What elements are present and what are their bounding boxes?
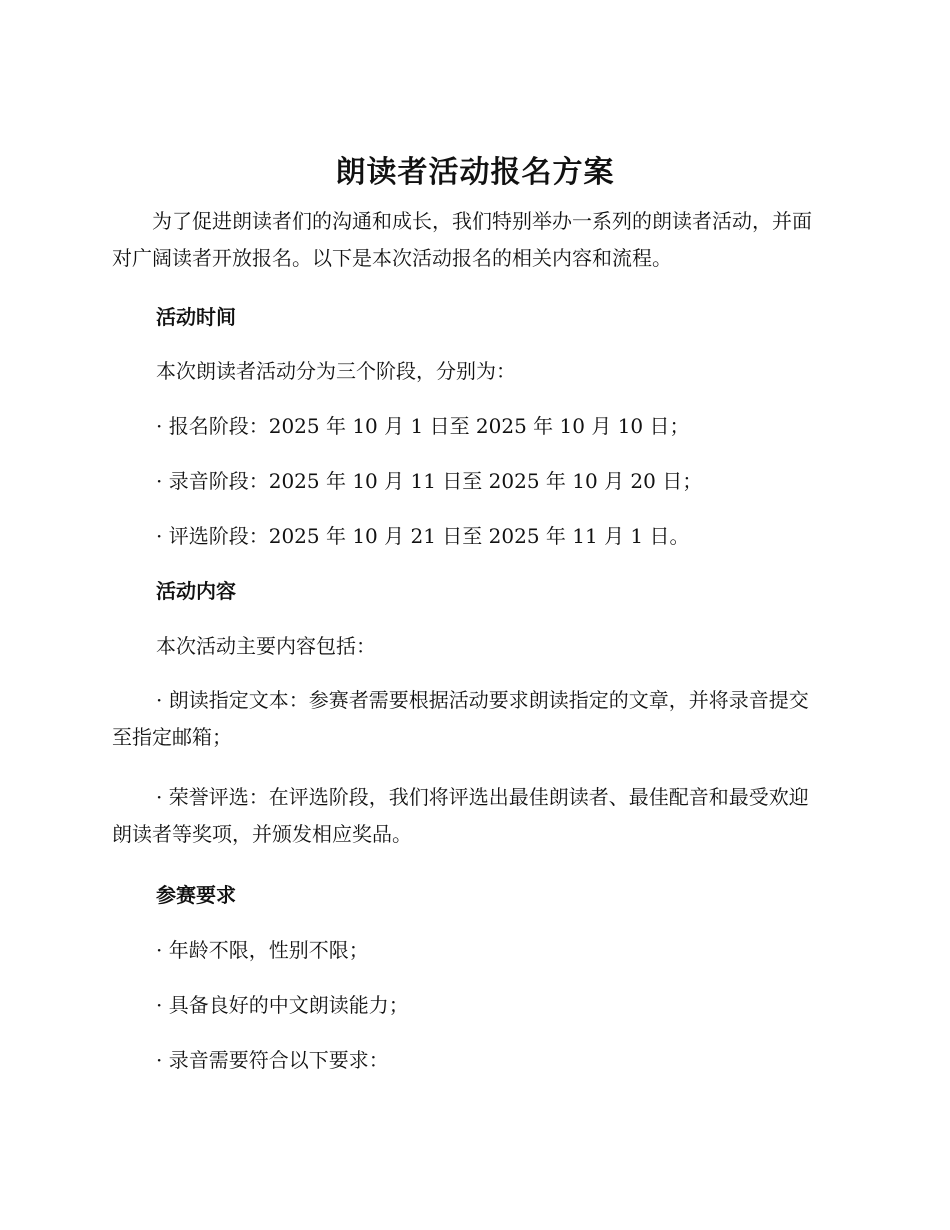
content-item-reading: · 朗读指定文本：参赛者需要根据活动要求朗读指定的文章，并将录音提交至指定邮箱； <box>112 688 809 749</box>
requirement-item-age: · 年龄不限，性别不限； <box>156 938 369 962</box>
time-item-recording: · 录音阶段：2025 年 10 月 11 日至 2025 年 10 月 20 日； <box>156 469 703 493</box>
document-title: 朗读者活动报名方案 <box>335 155 615 190</box>
section-heading-content: 活动内容 <box>156 579 236 603</box>
content-lead: 本次活动主要内容包括： <box>156 634 376 658</box>
section-heading-requirements: 参赛要求 <box>156 883 236 907</box>
requirement-item-recording: · 录音需要符合以下要求： <box>156 1048 389 1072</box>
intro-paragraph: 为了促进朗读者们的沟通和成长，我们特别举办一系列的朗读者活动，并面对广阔读者开放报名。以下是本次活动报名的相关内容和流程。 <box>112 209 812 270</box>
section-heading-time: 活动时间 <box>156 305 236 329</box>
time-lead: 本次朗读者活动分为三个阶段，分别为： <box>156 359 516 383</box>
requirement-item-ability: · 具备良好的中文朗读能力； <box>156 993 409 1017</box>
time-item-signup: · 报名阶段：2025 年 10 月 1 日至 2025 年 10 月 10 日； <box>156 414 690 438</box>
time-item-judging: · 评选阶段：2025 年 10 月 21 日至 2025 年 11 月 1 日。 <box>156 524 690 548</box>
content-item-awards: · 荣誉评选：在评选阶段，我们将评选出最佳朗读者、最佳配音和最受欢迎朗读者等奖项，并颁发相应奖品。 <box>112 785 809 846</box>
